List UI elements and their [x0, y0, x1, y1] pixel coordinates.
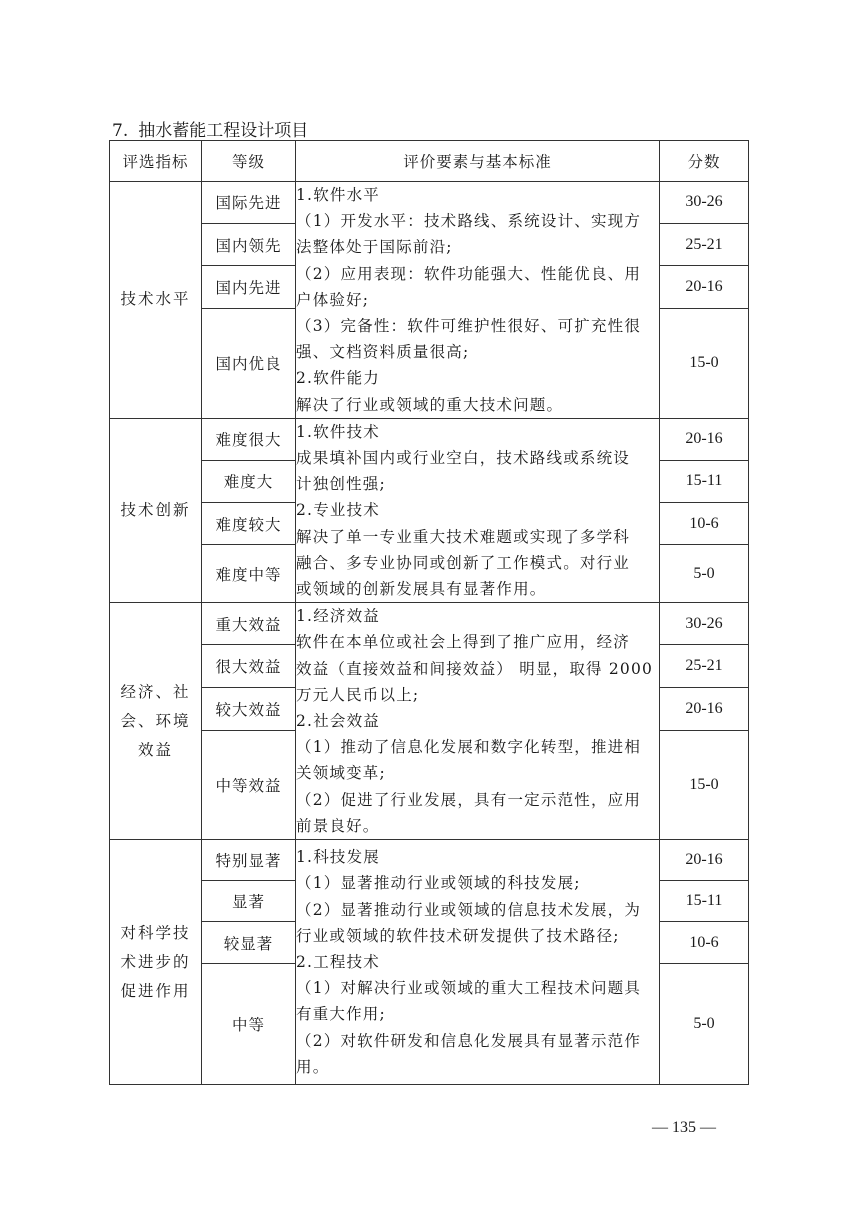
criteria-line: 关领域变革;	[296, 764, 386, 783]
score-cell: 10-6	[660, 503, 749, 545]
grade-cell: 很大效益	[202, 645, 296, 688]
criteria-cell	[296, 418, 660, 602]
criteria-line: （2）应用表现：软件功能强大、性能优良、用	[296, 264, 642, 283]
criteria-line: 前景良好。	[296, 816, 380, 835]
score-cell: 15-11	[660, 460, 749, 503]
header-criteria: 评价要素与基本标准	[296, 141, 660, 182]
criteria-line: （1）推动了信息化发展和数字化转型，推进相	[296, 738, 642, 757]
indicator-line: 会、环境	[120, 711, 191, 730]
criteria-line: 法整体处于国际前沿;	[296, 238, 453, 257]
grade-cell: 难度大	[202, 460, 296, 503]
grade-cell: 较大效益	[202, 687, 296, 730]
grade-cell: 国内领先	[202, 223, 296, 266]
grade-cell: 特别显著	[202, 840, 296, 881]
criteria-line: 1.软件水平	[296, 186, 380, 204]
header-score: 分数	[660, 141, 749, 182]
grade-cell: 较显著	[202, 922, 296, 964]
grade-cell: 难度较大	[202, 503, 296, 545]
score-cell: 15-0	[660, 309, 749, 419]
criteria-line: 用。	[296, 1057, 330, 1076]
criteria-line: 2.工程技术	[296, 952, 380, 971]
score-cell: 20-16	[660, 840, 749, 881]
criteria-line: 强、文档资料质量很高;	[296, 343, 470, 362]
criteria-line: 或领域的创新发展具有显著作用。	[296, 580, 547, 599]
section-number: 7.	[112, 121, 129, 141]
indicator-cell	[110, 603, 202, 840]
criteria-line: （1）对解决行业或领域的重大工程技术问题具	[296, 979, 642, 998]
grade-cell: 国际先进	[202, 182, 296, 224]
criteria-line: （2）对软件研发和信息化发展具有显著示范作	[296, 1031, 642, 1050]
table-row	[110, 603, 749, 645]
criteria-line: 2.专业技术	[296, 501, 380, 520]
indicator-cell	[110, 840, 202, 1085]
score-cell: 15-11	[660, 881, 749, 922]
indicator-line: 促进作用	[120, 981, 191, 1000]
indicator-line: 经济、社	[120, 682, 191, 701]
grade-cell: 中等	[202, 964, 296, 1085]
criteria-line: 2.社会效益	[296, 712, 380, 731]
score-cell: 30-26	[660, 603, 749, 645]
criteria-line: 效益（直接效益和间接效益） 明显，取得 2000	[296, 659, 654, 678]
score-cell: 20-16	[660, 418, 749, 460]
score-cell: 15-0	[660, 730, 749, 839]
criteria-line: 户体验好;	[296, 290, 370, 309]
score-cell: 20-16	[660, 266, 749, 309]
criteria-line: 行业或领域的软件技术研发提供了技术路径;	[296, 926, 620, 945]
criteria-line: 有重大作用;	[296, 1005, 386, 1024]
indicator-line: 技术水平	[120, 290, 191, 309]
criteria-line: 成果填补国内或行业空白，技术路线或系统设	[296, 449, 631, 468]
grade-cell: 显著	[202, 881, 296, 922]
score-cell: 5-0	[660, 545, 749, 603]
criteria-cell	[296, 840, 660, 1085]
table-header-row	[110, 141, 749, 182]
criteria-line: （1）显著推动行业或领域的科技发展;	[296, 874, 581, 893]
grade-cell: 难度很大	[202, 418, 296, 460]
indicator-line: 技术创新	[120, 501, 191, 520]
criteria-cell	[296, 603, 660, 840]
score-cell: 20-16	[660, 687, 749, 730]
indicator-cell	[110, 182, 202, 419]
criteria-line: （2）显著推动行业或领域的信息技术发展，为	[296, 900, 642, 919]
grade-cell: 重大效益	[202, 603, 296, 645]
criteria-line: （1）开发水平：技术路线、系统设计、实现方	[296, 212, 642, 231]
criteria-line: （3）完备性：软件可维护性很好、可扩充性很	[296, 317, 642, 336]
indicator-line: 术进步的	[120, 952, 191, 971]
criteria-line: 计独创性强;	[296, 475, 386, 494]
table-row	[110, 182, 749, 224]
criteria-line: 1.软件技术	[296, 422, 380, 441]
section-heading	[112, 116, 308, 141]
grade-cell: 中等效益	[202, 730, 296, 839]
criteria-line: 融合、多专业协同或创新了工作模式。对行业	[296, 553, 631, 572]
section-title: 抽水蓄能工程设计项目	[138, 121, 309, 141]
score-cell: 30-26	[660, 182, 749, 224]
score-cell: 25-21	[660, 223, 749, 266]
criteria-line: 2.软件能力	[296, 369, 380, 388]
page-number: — 135 —	[652, 1119, 716, 1136]
criteria-line: 解决了单一专业重大技术难题或实现了多学科	[296, 527, 631, 546]
criteria-cell	[296, 182, 660, 419]
header-indicator: 评选指标	[110, 141, 202, 182]
score-cell: 5-0	[660, 964, 749, 1085]
grade-cell: 难度中等	[202, 545, 296, 603]
evaluation-table	[109, 140, 749, 1085]
table-row	[110, 418, 749, 460]
table-row	[110, 840, 749, 881]
score-cell: 10-6	[660, 922, 749, 964]
criteria-line: 1.经济效益	[296, 607, 380, 626]
criteria-line: 1.科技发展	[296, 848, 380, 867]
grade-cell: 国内先进	[202, 266, 296, 309]
header-grade: 等级	[202, 141, 296, 182]
criteria-line: 万元人民币以上;	[296, 685, 420, 704]
criteria-line: （2）促进了行业发展，具有一定示范性，应用	[296, 790, 642, 809]
indicator-line: 效益	[137, 740, 173, 759]
grade-cell: 国内优良	[202, 309, 296, 419]
indicator-cell	[110, 418, 202, 602]
criteria-line: 解决了行业或领域的重大技术问题。	[296, 395, 564, 414]
criteria-line: 软件在本单位或社会上得到了推广应用，经济	[296, 633, 631, 652]
score-cell: 25-21	[660, 645, 749, 688]
indicator-line: 对科学技	[120, 923, 191, 942]
